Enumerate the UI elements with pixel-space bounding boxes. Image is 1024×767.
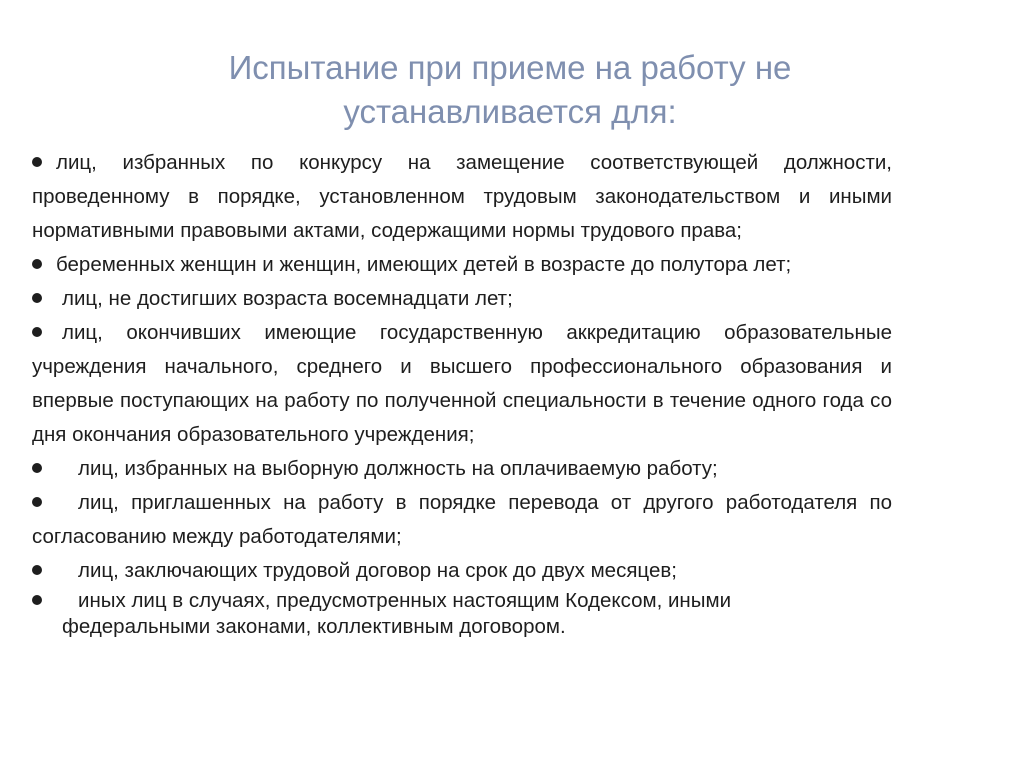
list-item-text: лиц, окончивших имеющие государственную аккредитацию образовательные учреждения начального, среднего и высшего профессионального образования и впервые поступающих на работу по полученной специальности в течение одного года со дня окончания образовательного учреждения; [32,321,892,446]
bullet-icon [32,595,42,605]
bullet-icon [32,463,42,473]
bullet-icon [32,259,42,269]
list-item [32,486,892,554]
slide-title [150,46,870,134]
list-item [32,248,892,282]
list-item-text: лиц, избранных на выборную должность на оплачиваемую работу; [78,457,718,480]
title-line-1: Испытание при приеме на работу не [228,49,792,86]
bullet-icon [32,157,42,167]
list-item-text-line-2: федеральными законами, коллективным договором. [62,615,566,638]
bullet-icon [32,327,42,337]
title-line-2: устанавливается для: [343,93,677,130]
bullet-list [32,146,892,640]
bullet-icon [32,565,42,575]
bullet-icon [32,293,42,303]
list-item-text: лиц, заключающих трудовой договор на срок до двух месяцев; [78,559,677,582]
list-item [32,554,892,588]
list-item-text: лиц, приглашенных на работу в порядке перевода от другого работодателя по согласованию между работодателями; [32,491,892,548]
list-item [32,452,892,486]
list-item [32,146,892,248]
list-item-text: лиц, избранных по конкурсу на замещение соответствующей должности, проведенному в порядке, установленном трудовым законодательством и иными нормативными правовыми актами, содержащими нормы трудового права; [32,151,892,242]
list-item [32,588,892,640]
list-item-text: беременных женщин и женщин, имеющих детей в возрасте до полутора лет; [56,253,792,276]
list-item [32,316,892,452]
bullet-icon [32,497,42,507]
list-item [32,282,892,316]
list-item-text-line-1: иных лиц в случаях, предусмотренных настоящим Кодексом, иными [78,589,732,612]
list-item-text: лиц, не достигших возраста восемнадцати лет; [62,287,513,310]
